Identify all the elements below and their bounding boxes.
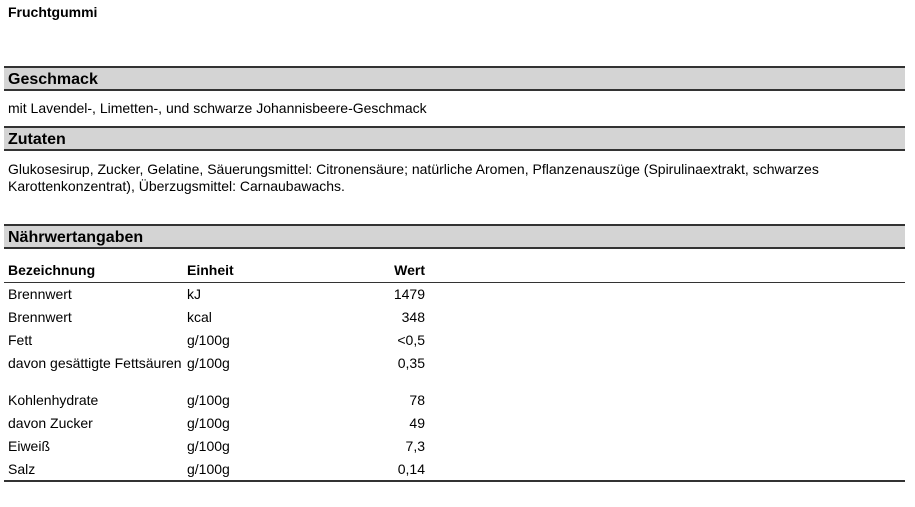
row-unit: g/100g <box>187 391 230 408</box>
table-row <box>4 283 905 306</box>
ingredients-section-header <box>4 126 905 151</box>
table-row <box>4 412 905 435</box>
nutrition-section-header <box>4 224 905 249</box>
table-row <box>4 329 905 352</box>
row-label: Brennwert <box>8 308 72 325</box>
row-unit: kJ <box>187 286 201 302</box>
row-value: 0,35 <box>397 354 425 371</box>
table-row <box>4 352 905 389</box>
taste-section-header <box>4 66 905 91</box>
row-label: Kohlenhydrate <box>8 391 99 408</box>
row-value: 7,3 <box>405 437 425 454</box>
taste-text: mit Lavendel-, Limetten-, und schwarze Johannisbeere-Geschmack <box>8 100 427 116</box>
column-header-wert: Wert <box>394 262 425 278</box>
taste-heading: Geschmack <box>8 71 98 88</box>
row-value: 348 <box>401 308 425 325</box>
row-unit: g/100g <box>187 354 230 371</box>
ingredients-heading: Zutaten <box>8 131 66 148</box>
row-label: Salz <box>8 460 36 477</box>
row-label: davon gesättigte Fettsäuren <box>8 354 182 371</box>
column-header-einheit: Einheit <box>187 262 234 278</box>
bottom-divider <box>4 480 905 482</box>
table-row <box>4 306 905 329</box>
column-header-bezeichnung: Bezeichnung <box>8 262 96 278</box>
row-value: 1479 <box>393 286 425 302</box>
ingredients-text: Glukosesirup, Zucker, Gelatine, Säuerungsmittel: Citronensäure; natürliche Aromen, Pflanzenauszüge (Spirulinaextrakt, schwarzes Karottenkonzentrat), Überzugsmittel: Carnaubawachs. <box>8 161 819 194</box>
row-value: 78 <box>409 391 425 408</box>
row-unit: g/100g <box>187 437 230 454</box>
table-row <box>4 389 905 412</box>
row-value: <0,5 <box>397 331 425 348</box>
row-unit: kcal <box>187 308 212 325</box>
row-label: Brennwert <box>8 286 72 302</box>
table-row <box>4 458 905 481</box>
nutrition-table <box>4 258 905 481</box>
nutrition-heading: Nährwertangaben <box>8 229 144 246</box>
nutrition-table-header-row <box>4 258 905 283</box>
table-row <box>4 435 905 458</box>
document-title: Fruchtgummi <box>8 4 98 20</box>
row-unit: g/100g <box>187 414 230 431</box>
column-header-spacer <box>425 258 905 283</box>
row-value: 49 <box>409 414 425 431</box>
row-unit: g/100g <box>187 460 230 477</box>
row-unit: g/100g <box>187 331 230 348</box>
row-label: Eiweiß <box>8 437 51 454</box>
row-label: Fett <box>8 331 33 348</box>
row-value: 0,14 <box>397 460 425 477</box>
row-label: davon Zucker <box>8 414 93 431</box>
